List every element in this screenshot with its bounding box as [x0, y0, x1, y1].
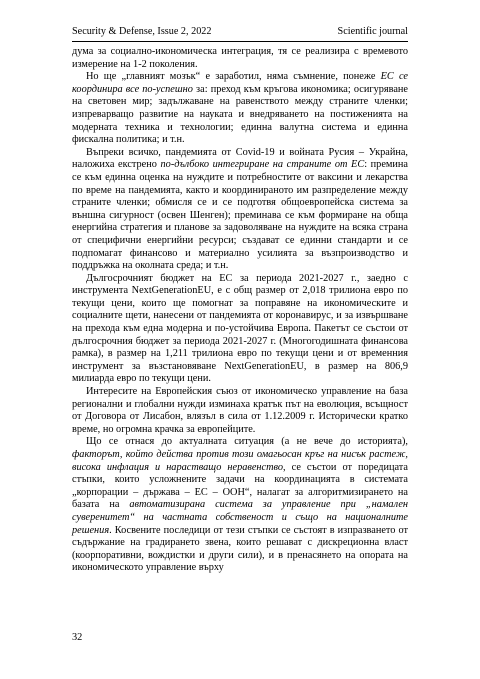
paragraph: [72, 46, 408, 71]
emphasis-text: по-дълбоко интегриране на страните от ЕС: [160, 159, 365, 171]
text-segment: , се състои от поредицата стъпки, които усложнените задачи на координацията в системата „корпорации – държава – ЕС – ООН“, налагат за алгоритмизирането на базата на: [72, 461, 408, 511]
text-segment: : премина се към единна оценка на нуждите и потребностите от ваксини и лекарства по време на пандемията, както и координираното им разпределение между страните членки; обмисля се и се подготвя общоевропейска система за външна сигурност (освен Шенген); преминава се към формиране на обща енергийна стратегия и планове за задоволяване на нуждите на всяка страна от специфични енергийни ресурси; създават се единни стандарти и се подпомагат финансово и материално усилията за възпроизводство и поддръжка на околната среда; и т.н.: [72, 159, 408, 272]
journal-type: Scientific journal: [337, 26, 408, 37]
paragraph: [72, 273, 408, 386]
text-segment: Интересите на Европейския съюз от икономическо управление на база регионални и глобални нужди изминаха кратък път на еволюция, всъщност от Договора от Лисабон, влязъл в сила от 1.12.2009 г. Исторически кратко време, но огромна крачка за европейците.: [72, 386, 408, 435]
text-segment: Въпреки всичко, пандемията от Covid-19 и войната Русия – Украйна, наложиха екстрено: [72, 146, 408, 171]
page-number: 32: [72, 632, 83, 643]
paragraph: [72, 386, 408, 436]
running-header: [72, 26, 408, 38]
paragraph: [72, 71, 408, 147]
text-segment: дума за социално-икономическа интеграция, тя се реализира с времевото измерение на 1-2 поколения.: [72, 46, 408, 70]
body-text: [72, 46, 408, 575]
text-segment: Дългосрочният бюджет на ЕС за периода 2021-2027 г., заедно с инструмента NextGenerationEU, е с общ размер от 2,018 трилиона евро по текущи цени, които ще помогнат за поправяне на икономическите и социалните щети, нанесени от пандемията от коронавирус, и за извършване на прехода към една модерна и по-устойчива Европа. Пакетът се състои от дългосрочния бюджет за периода 2021-2027 г. (Многогодишната финансова рамка), в размер на 1,211 трилиона евро по текущи цени и от временния инструмент за възстановяване NextGenerationEU, в размер на 806,9 милиарда евро по текущи цени.: [72, 272, 408, 385]
text-segment: Но ще „главният мозък“ е заработил, няма съмнение, понеже: [86, 71, 381, 83]
paragraph: [72, 147, 408, 273]
text-segment: . Косвените последици от тези стъпки се състоят в изпразването от съдържание на градирането звена, които решават с дискреционна власт (коорпоративни, вождистки и други сили), и в пренасянето на опората на икономическото управление върху: [72, 524, 408, 574]
journal-title: Security & Defense, Issue 2, 2022: [72, 26, 212, 37]
emphasis-text: автоматизирана система за управление при „намален суверенитет“ на частната собственост и също на националните решения: [72, 499, 408, 536]
text-segment: Що се отнася до актуалната ситуация (а не вече до историята),: [86, 436, 408, 448]
emphasis-text: факторът, който действа против този омагьосан кръг на нисък растеж, висока инфлация и нарастващо неравенство: [72, 449, 408, 473]
emphasis-text: ЕС се координира все по-успешно: [72, 71, 408, 95]
paragraph: [72, 436, 408, 575]
header-rule: [72, 41, 408, 42]
text-segment: за: преход към кръгова икономика; осигуряване на световен мир; задължаване на равенството между страните членки; изпреварващо развитие на науката и внедряването на постиженията на модерната техника и технологии; единна валутна система и единна фискална политика; и т.н.: [72, 83, 409, 146]
